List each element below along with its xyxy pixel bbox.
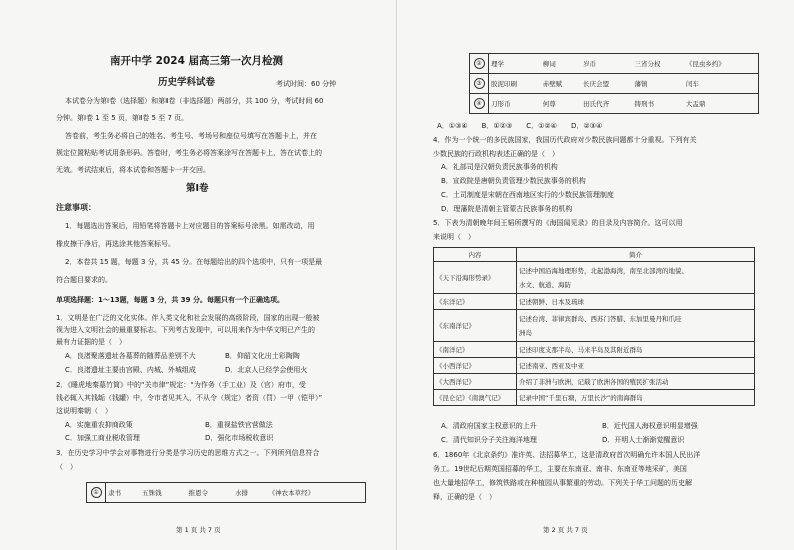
q3-options[interactable]: A．①③④ B．①②③ C．①②④ D．②③④ bbox=[437, 122, 603, 130]
table-row bbox=[434, 262, 755, 294]
table-cell: 《昆仑记》《南澳气记》 bbox=[434, 390, 517, 406]
table-cell: 闰车 bbox=[684, 74, 759, 94]
table-cell: 记录中国“千里石塘，万里长沙”的南海群岛 bbox=[517, 390, 755, 406]
q1-option-b[interactable]: B．仰韶文化出土彩陶陶 bbox=[225, 352, 300, 360]
table-cell: 《小西洋记》 bbox=[434, 358, 517, 374]
table-cell: 隶书 bbox=[106, 483, 141, 503]
table-cell: 记述印度支那半岛、马来半岛及其附近群岛 bbox=[517, 342, 755, 358]
table-row bbox=[470, 54, 759, 74]
table-row bbox=[434, 358, 755, 374]
q3-table-part2 bbox=[469, 53, 759, 114]
table-cell: 长庆会盟 bbox=[581, 74, 632, 94]
q6-stem: 6．1860年《北京条约》准许英、法招募华工，这是清政府首次明确允许本国人民出洋 bbox=[433, 451, 701, 459]
intro-line: 规定位置粘贴考试用条形码。答卷时，考生务必将答案涂写在答题卡上，答在试卷上的 bbox=[56, 149, 322, 157]
q4-option-a[interactable]: A．礼部司是汉朝负责民族事务的机构 bbox=[441, 163, 558, 171]
exam-title: 南开中学 2024 届高三第一次月检测 bbox=[110, 55, 284, 67]
q1-stem: 1．文明是在广泛的文化实体。伴入类文化和社会发展的高级阶段，国家的出现一般被 bbox=[56, 314, 320, 322]
section-heading: 第Ⅰ卷 bbox=[186, 183, 209, 194]
table-cell: 大盂鼎 bbox=[684, 94, 759, 114]
row-number: ③ bbox=[470, 74, 489, 94]
q1-stem: 最有力证据的是（ ） bbox=[56, 338, 126, 346]
table-cell: 水排 bbox=[233, 483, 267, 503]
table-cell: 介绍了非洲与欧洲，记载了欧洲各国的殖民扩张活动 bbox=[517, 374, 755, 390]
q2-option-c[interactable]: C．加强工商业税收管理 bbox=[65, 434, 140, 442]
notice-title: 注意事项： bbox=[56, 203, 96, 212]
q5-option-c[interactable]: C．清代知识分子关注海洋地理 bbox=[441, 436, 537, 444]
intro-line: 无效。考试结束后，将本试卷和答题卡一并交回。 bbox=[56, 166, 210, 174]
row-number: ① bbox=[87, 483, 106, 503]
table-row bbox=[434, 374, 755, 390]
table-cell: 刀形币 bbox=[489, 94, 541, 114]
exam-subtitle: 历史学科试卷 bbox=[158, 77, 216, 88]
table-cell: 五铢钱 bbox=[140, 483, 186, 503]
q5-option-d[interactable]: D．开明人士渐渐觉醒意识 bbox=[602, 436, 685, 444]
page-footer: 第 1 页 共 7 页 bbox=[176, 526, 221, 534]
q5-option-a[interactable]: A．清政府国家主权意识的上升 bbox=[441, 422, 537, 430]
notice-line: 1．每题选出答案后，用铅笔将答题卡上对应题目的答案标号涂黑。如需改动，用 bbox=[65, 222, 315, 230]
table-cell: 《神农本草经》 bbox=[267, 483, 366, 503]
q6-stem: 释，正确的是（ ） bbox=[433, 493, 496, 501]
q3-stem: （ ） bbox=[56, 463, 77, 471]
intro-line: 分钟。第Ⅰ卷 1 至 5 页，第Ⅱ卷 5 至 7 页。 bbox=[56, 114, 189, 122]
q4-option-d[interactable]: D．理藩院是清朝主管蒙古民族事务的机构 bbox=[441, 205, 573, 213]
q4-stem: 少数民族的行政机构表述正确的是（ ） bbox=[433, 150, 559, 158]
exam-time: 考试时间：60 分钟 bbox=[276, 80, 337, 88]
table-row bbox=[470, 94, 759, 114]
intro-line: 答卷前，考生务必将自己的姓名、考生号、考场号和座位号填写在答题卡上，并在 bbox=[65, 132, 317, 140]
table-cell: 《东南洋记》 bbox=[434, 310, 517, 342]
table-cell: 记述台湾、菲律宾群岛、西苏门答腊、东加里曼丹和爪哇 洲岛 bbox=[517, 310, 755, 342]
q2-option-d[interactable]: D．强化市场税收意识 bbox=[205, 434, 274, 442]
table-cell: 记述中国沿海地理形势，北起渤海湾，南至北部湾的地貌、 水文、航道、海防 bbox=[517, 262, 755, 294]
table-row bbox=[470, 74, 759, 94]
q5-option-b[interactable]: B．近代国人海权意识明显增强 bbox=[602, 422, 698, 430]
q5-stem: 5．下表为清朝晚年间王韬所撰写的《海国闻见录》的目录及内容简介。这可以用 bbox=[433, 219, 683, 227]
q1-option-c[interactable]: C．良渚遗址主要由宫殿、内城、外城组成 bbox=[65, 366, 196, 374]
q2-stem: 这说明秦朝（ ） bbox=[56, 407, 112, 415]
table-cell: 《天下沿海形势录》 bbox=[434, 262, 517, 294]
q6-stem: 也大量地招华工，修筑铁路或在种植园从事繁重的劳动。下列关于华工问题的历史解 bbox=[433, 479, 692, 487]
table-cell: 《东洋记》 bbox=[434, 294, 517, 310]
q1-stem: 视为进入文明社会的最重要标志。下列考古发现中，可以用来作为中华文明已产生的 bbox=[56, 326, 315, 334]
table-cell: 《昆虫乡约》 bbox=[684, 54, 759, 74]
intro-line: 本试卷分为第Ⅰ卷（选择题）和第Ⅱ卷（非选择题）两部分，共 100 分，考试时间 60 bbox=[65, 97, 324, 105]
row-number: ② bbox=[470, 54, 489, 74]
q3-table-part1 bbox=[86, 482, 366, 503]
q1-option-a[interactable]: A．良渚聚落遗址各墓葬的随葬品差别不大 bbox=[65, 352, 196, 360]
q2-option-b[interactable]: B．重视盐铁官营做法 bbox=[205, 421, 273, 429]
notice-line: 2．本卷共 15 题，每题 3 分，共 45 分。在每题给出的四个选项中，只有一项是最 bbox=[65, 258, 323, 266]
q1-option-d[interactable]: D．北京人已经学会使用火 bbox=[225, 366, 308, 374]
table-row bbox=[434, 390, 755, 406]
table-cell: 三省分权 bbox=[632, 54, 683, 74]
q5-table bbox=[433, 247, 755, 406]
q4-option-b[interactable]: B．宣政院是唐朝负责管理少数民族事务的机构 bbox=[441, 177, 586, 185]
table-cell: 何尊 bbox=[541, 94, 581, 114]
table-cell: 岁币 bbox=[581, 54, 632, 74]
q2-option-a[interactable]: A．实施重农抑商政策 bbox=[65, 421, 133, 429]
mc-section-title: 单项选择题：1～13题，每题 3 分，共 39 分。每题只有一个正确选项。 bbox=[56, 296, 284, 304]
table-row bbox=[434, 294, 755, 310]
notice-line: 橡皮擦干净后，再选涂其他答案标号。 bbox=[56, 240, 175, 248]
table-row bbox=[434, 342, 755, 358]
table-cell: 记述朝鲜、日本及琉球 bbox=[517, 294, 755, 310]
table-header: 简介 bbox=[517, 248, 755, 262]
table-row bbox=[434, 310, 755, 342]
table-cell: 赤壁赋 bbox=[541, 74, 581, 94]
page-footer: 第 2 页 共 7 页 bbox=[543, 526, 588, 534]
table-cell: 田氏代齐 bbox=[581, 94, 632, 114]
table-cell: 理学 bbox=[489, 54, 541, 74]
table-cell: 铸刑书 bbox=[632, 94, 683, 114]
table-cell: 胶泥印刷 bbox=[489, 74, 541, 94]
table-header-row bbox=[434, 248, 755, 262]
right-page bbox=[397, 0, 794, 550]
notice-line: 符合题目要求的。 bbox=[56, 276, 112, 284]
q4-stem: 4．作为一个统一的多民族国家，我国历代政府对少数民族问题都十分重视。下列有关 bbox=[433, 136, 697, 144]
table-cell: 《大西洋记》 bbox=[434, 374, 517, 390]
table-cell: 记述南亚、西亚及中亚 bbox=[517, 358, 755, 374]
table-cell: 藩镇 bbox=[632, 74, 683, 94]
table-cell: 柳词 bbox=[541, 54, 581, 74]
table-cell: 推恩令 bbox=[187, 483, 233, 503]
q5-stem: 来说明（ ） bbox=[433, 233, 475, 241]
q2-stem: 钱必辄入其钱缿（钱罐）中，令市者见其入，不从令（规定）者资（罚）一甲（铠甲）” bbox=[56, 394, 323, 402]
q4-option-c[interactable]: C．土司制度是宋朝在西南地区实行的少数民族管理制度 bbox=[441, 191, 614, 199]
table-cell: 《南洋记》 bbox=[434, 342, 517, 358]
table-header: 内容 bbox=[434, 248, 517, 262]
q2-stem: 2．《睡虎地秦墓竹简》中的“关市律”规定：“为作务（手工业）及（官）府市，受 bbox=[56, 381, 306, 389]
table-row bbox=[87, 483, 366, 503]
q6-stem: 务工。19世纪后期英国招募的华工，主要在东南亚、南非、东南亚等地采矿，美国 bbox=[433, 465, 687, 473]
q3-stem: 3．在历史学习中学会对事物进行分类是学习历史的思维方式之一。下列所列信息符合 bbox=[56, 449, 320, 457]
row-number: ④ bbox=[470, 94, 489, 114]
